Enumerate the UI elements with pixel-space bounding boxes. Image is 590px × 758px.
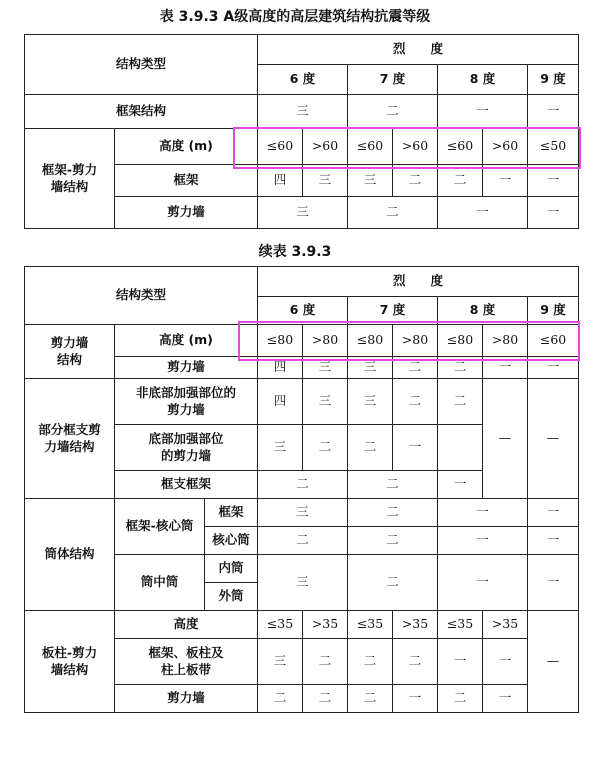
table2-title: 续表 3.9.3 bbox=[258, 244, 332, 260]
cell: 二 bbox=[348, 425, 393, 471]
deg6-header: 6 度 bbox=[258, 297, 348, 325]
deg7-header: 7 度 bbox=[348, 65, 438, 95]
cell: ≤35 bbox=[348, 611, 393, 639]
core-label: 核心筒 bbox=[205, 527, 258, 555]
cell: 一 bbox=[438, 95, 528, 129]
cell: 三 bbox=[303, 379, 348, 425]
cell: ≤50 bbox=[528, 129, 579, 165]
cell: 二 bbox=[348, 95, 438, 129]
cell: 二 bbox=[348, 197, 438, 229]
cell: >35 bbox=[303, 611, 348, 639]
cell: >35 bbox=[393, 611, 438, 639]
cell: 三 bbox=[348, 357, 393, 379]
deg6-header: 6 度 bbox=[258, 65, 348, 95]
cell: 二 bbox=[348, 499, 438, 527]
shear-wall-label: 剪力墙 bbox=[115, 685, 258, 713]
shear-wall-label: 剪力墙 bbox=[115, 197, 258, 229]
cell: 一 bbox=[528, 165, 579, 197]
transfer-frame-label: 框支框架 bbox=[115, 471, 258, 499]
cell: 三 bbox=[258, 499, 348, 527]
cell: 二 bbox=[348, 555, 438, 611]
tube-in-tube-label: 筒中筒 bbox=[115, 555, 205, 611]
height-label: 高度 (m) bbox=[115, 325, 258, 357]
cell: 一 bbox=[528, 95, 579, 129]
cell: 四 bbox=[258, 165, 303, 197]
cell: 三 bbox=[258, 425, 303, 471]
cell: 一 bbox=[483, 685, 528, 713]
cell: 一 bbox=[528, 357, 579, 379]
frame-shear-group: 框架-剪力 墙结构 bbox=[25, 129, 115, 229]
cell: 二 bbox=[393, 379, 438, 425]
cell: >80 bbox=[393, 325, 438, 357]
cell bbox=[438, 425, 483, 471]
cell: — bbox=[528, 611, 579, 713]
cell: 三 bbox=[258, 639, 303, 685]
cell: 二 bbox=[258, 527, 348, 555]
cell: 一 bbox=[528, 527, 579, 555]
deg9-header: 9 度 bbox=[528, 65, 579, 95]
inner-tube-label: 内筒 bbox=[205, 555, 258, 583]
frame-label: 框架 bbox=[115, 165, 258, 197]
cell: >60 bbox=[393, 129, 438, 165]
non-base-label: 非底部加强部位的 剪力墙 bbox=[115, 379, 258, 425]
cell: 二 bbox=[348, 471, 438, 499]
cell: 四 bbox=[258, 379, 303, 425]
cell: ≤60 bbox=[438, 129, 483, 165]
cell: 一 bbox=[528, 555, 579, 611]
table1 bbox=[24, 34, 579, 229]
cell: — bbox=[528, 379, 579, 499]
cell: 二 bbox=[348, 685, 393, 713]
intensity-header: 烈 度 bbox=[258, 35, 579, 65]
cell: 一 bbox=[483, 165, 528, 197]
cell: >35 bbox=[483, 611, 528, 639]
shear-wall-group: 剪力墙 结构 bbox=[25, 325, 115, 379]
cell: 二 bbox=[258, 685, 303, 713]
cell: 二 bbox=[438, 165, 483, 197]
deg7-header: 7 度 bbox=[348, 297, 438, 325]
frame-core-label: 框架-核心筒 bbox=[115, 499, 205, 555]
cell: ≤80 bbox=[348, 325, 393, 357]
cell: 三 bbox=[348, 379, 393, 425]
cell: 二 bbox=[438, 357, 483, 379]
cell: 三 bbox=[348, 165, 393, 197]
cell: 一 bbox=[528, 499, 579, 527]
frame-label: 框架 bbox=[205, 499, 258, 527]
cell: 一 bbox=[528, 197, 579, 229]
table1-title: 表 3.9.3 A级高度的高层建筑结构抗震等级 bbox=[159, 9, 431, 25]
deg8-header: 8 度 bbox=[438, 65, 528, 95]
cell: ≤60 bbox=[528, 325, 579, 357]
height-label: 高度 bbox=[115, 611, 258, 639]
cell: ≤35 bbox=[438, 611, 483, 639]
shear-wall-label: 剪力墙 bbox=[115, 357, 258, 379]
intensity-header: 烈 度 bbox=[258, 267, 579, 297]
cell: 四 bbox=[258, 357, 303, 379]
table2 bbox=[24, 266, 579, 713]
cell: >80 bbox=[303, 325, 348, 357]
slab-column-group: 板柱-剪力 墙结构 bbox=[25, 611, 115, 713]
cell: 三 bbox=[258, 95, 348, 129]
cell: 二 bbox=[438, 685, 483, 713]
cell: 三 bbox=[303, 357, 348, 379]
cell: 一 bbox=[438, 639, 483, 685]
height-label: 高度 (m) bbox=[115, 129, 258, 165]
deg9-header: 9 度 bbox=[528, 297, 579, 325]
cell: 二 bbox=[303, 685, 348, 713]
cell: 一 bbox=[483, 357, 528, 379]
frame-slab-column-label: 框架、板柱及 柱上板带 bbox=[115, 639, 258, 685]
cell: — bbox=[483, 379, 528, 499]
cell: ≤80 bbox=[438, 325, 483, 357]
cell: 一 bbox=[438, 527, 528, 555]
cell: 三 bbox=[258, 197, 348, 229]
cell: 三 bbox=[303, 165, 348, 197]
cell: 二 bbox=[348, 527, 438, 555]
cell: 一 bbox=[483, 639, 528, 685]
cell: 二 bbox=[393, 165, 438, 197]
partial-frame-group: 部分框支剪 力墙结构 bbox=[25, 379, 115, 499]
struct-type-header: 结构类型 bbox=[25, 267, 258, 325]
cell: ≤60 bbox=[258, 129, 303, 165]
struct-type-header: 结构类型 bbox=[25, 35, 258, 95]
cell: 一 bbox=[438, 471, 483, 499]
frame-structure-label: 框架结构 bbox=[25, 95, 258, 129]
cell: 二 bbox=[348, 639, 393, 685]
cell: 二 bbox=[393, 639, 438, 685]
cell: 二 bbox=[258, 471, 348, 499]
cell: 一 bbox=[438, 555, 528, 611]
cell: 二 bbox=[393, 357, 438, 379]
cell: >60 bbox=[483, 129, 528, 165]
cell: 一 bbox=[393, 685, 438, 713]
outer-tube-label: 外筒 bbox=[205, 583, 258, 611]
cell: ≤80 bbox=[258, 325, 303, 357]
cell: 二 bbox=[303, 639, 348, 685]
cell: ≤35 bbox=[258, 611, 303, 639]
cell: >60 bbox=[303, 129, 348, 165]
base-label: 底部加强部位 的剪力墙 bbox=[115, 425, 258, 471]
cell: 一 bbox=[393, 425, 438, 471]
cell: 二 bbox=[303, 425, 348, 471]
tube-group: 筒体结构 bbox=[25, 499, 115, 611]
cell: 二 bbox=[438, 379, 483, 425]
cell: >80 bbox=[483, 325, 528, 357]
cell: 一 bbox=[438, 197, 528, 229]
cell: 三 bbox=[258, 555, 348, 611]
cell: ≤60 bbox=[348, 129, 393, 165]
deg8-header: 8 度 bbox=[438, 297, 528, 325]
cell: 一 bbox=[438, 499, 528, 527]
